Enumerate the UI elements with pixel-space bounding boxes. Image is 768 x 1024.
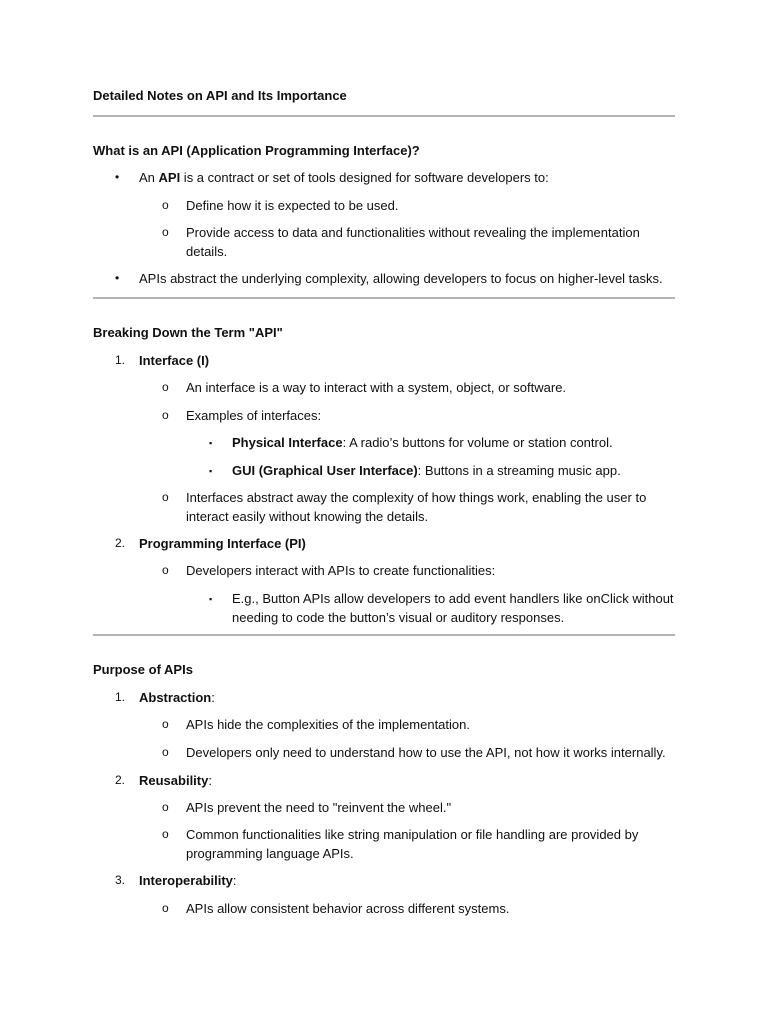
number-marker: 1.: [115, 353, 126, 367]
section-heading-what-is-api: What is an API (Application Programming Interface)?: [93, 143, 420, 158]
document-title: Detailed Notes on API and Its Importance: [93, 88, 347, 103]
list-item: o Developers interact with APIs to create functionalities:: [162, 563, 496, 578]
circle-marker: o: [162, 827, 169, 841]
bullet-marker: •: [115, 170, 120, 184]
list-item: o Developers only need to understand how to use the API, not how it works internally.: [162, 745, 666, 760]
section-heading-purpose: Purpose of APIs: [93, 662, 193, 677]
circle-marker: o: [162, 380, 169, 394]
list-item: o Interfaces abstract away the complexity of how things work, enabling the user to interact easily without knowing the details.: [162, 490, 647, 524]
list-item: o Define how it is expected to be used.: [162, 198, 399, 213]
circle-marker: o: [162, 408, 169, 422]
horizontal-rule: [93, 115, 675, 117]
list-item: 1. Abstraction:: [115, 690, 215, 705]
list-item: o Provide access to data and functionalities without revealing the implementation details.: [162, 225, 640, 259]
list-item: o APIs hide the complexities of the implementation.: [162, 717, 470, 732]
square-marker: ▪: [209, 466, 213, 476]
list-item: ▪ Physical Interface: A radio’s buttons for volume or station control.: [232, 433, 675, 452]
list-item: 1. Interface (I): [115, 353, 210, 368]
list-item: o Examples of interfaces:: [162, 408, 322, 423]
list-item: ▪ GUI (Graphical User Interface): Buttons in a streaming music app.: [232, 461, 675, 480]
section-heading-breaking-down: Breaking Down the Term "API": [93, 325, 283, 340]
list-item: ▪ E.g., Button APIs allow developers to add event handlers like onClick without needing to code the button’s visual or auditory responses.: [209, 591, 674, 625]
list-item: 3. Interoperability:: [115, 873, 237, 888]
circle-marker: o: [162, 800, 169, 814]
list-item: • APIs abstract the underlying complexity, allowing developers to focus on higher-level tasks.: [115, 271, 663, 286]
bullet-marker: •: [115, 271, 120, 285]
circle-marker: o: [162, 901, 169, 915]
number-marker: 2.: [115, 773, 126, 787]
square-marker: ▪: [209, 438, 213, 448]
list-item: o APIs prevent the need to "reinvent the wheel.": [162, 800, 452, 815]
number-marker: 3.: [115, 873, 126, 887]
number-marker: 1.: [115, 690, 126, 704]
list-item: 2. Programming Interface (PI): [115, 536, 306, 551]
circle-marker: o: [162, 198, 169, 212]
square-marker: ▪: [209, 594, 213, 604]
circle-marker: o: [162, 717, 169, 731]
circle-marker: o: [162, 225, 169, 239]
circle-marker: o: [162, 563, 169, 577]
number-marker: 2.: [115, 536, 126, 550]
list-item: 2. Reusability:: [115, 773, 212, 788]
circle-marker: o: [162, 745, 169, 759]
horizontal-rule: [93, 297, 675, 299]
list-item: o Common functionalities like string manipulation or file handling are provided by programming language APIs.: [162, 827, 639, 861]
list-item: • An API is a contract or set of tools designed for software developers to:: [115, 170, 549, 185]
list-item: o APIs allow consistent behavior across different systems.: [162, 901, 510, 916]
circle-marker: o: [162, 490, 169, 504]
horizontal-rule: [93, 634, 675, 636]
list-item: o An interface is a way to interact with a system, object, or software.: [162, 380, 567, 395]
